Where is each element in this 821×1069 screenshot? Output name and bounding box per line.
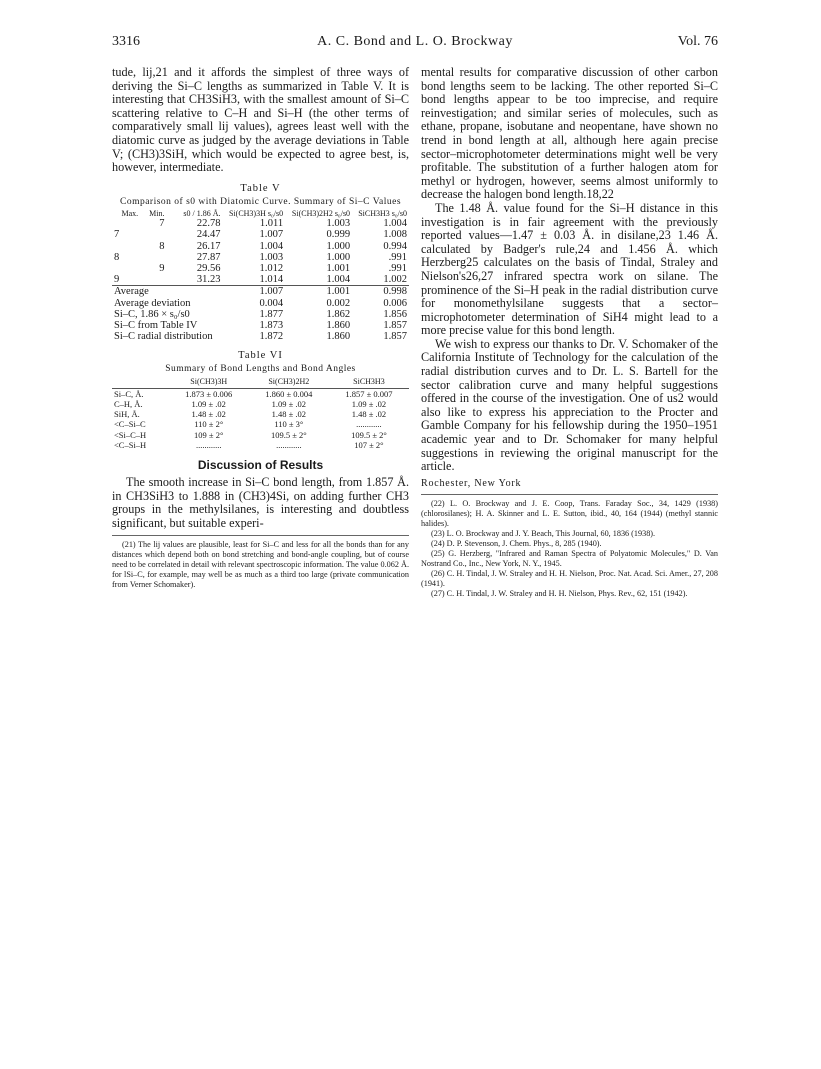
table-v-summary-label: Si–C, 1.86 × s₀/s0 — [114, 308, 190, 320]
table-vi-cell: 109.5 ± 2° — [351, 429, 387, 440]
footnote: (26) C. H. Tindal, J. W. Straley and H. H. Nielson, Proc. Nat. Acad. Sci. Amer., 27, 208 (1941). — [421, 568, 718, 588]
table-v-cell: 1.014 — [259, 274, 284, 286]
table-v-cell: 7 — [159, 218, 165, 230]
table-vi-header: Si(CH3)3H — [169, 377, 249, 388]
table-v-cell: 0.998 — [352, 286, 409, 298]
table-v-cell: 1.877 — [259, 308, 284, 320]
table-vi-cell: Si–C, Å. — [114, 388, 144, 399]
table-v-cell: 27.87 — [196, 251, 221, 263]
table-v-cell: 7 — [114, 229, 120, 241]
table-vi-cell: ............ — [276, 439, 302, 450]
table-v-cell: 1.011 — [259, 218, 284, 230]
table-v-cell: 0.994 — [383, 240, 407, 252]
table-v — [112, 210, 409, 343]
table-vi-cell: 1.09 ± .02 — [351, 398, 387, 409]
table-v-cell: 1.004 — [383, 218, 407, 230]
table-v-summary-label: Si–C radial distribution — [114, 331, 213, 343]
table-v-cell: 8 — [114, 251, 120, 263]
right-paragraph-2: The 1.48 Å. value found for the Si–H distance in this investigation is in fair agreement with the previously reported values—1.47 ± 0.03 Å. in disilane,23 1.46 Å. calculated by Badger's rule,24 and 1.456 Å. which Herzberg25 calculates on the basis of Tindal, Straley and Nielson's26,27 infrared spectra work on silane. The prominence of the Si–H peak in the radial distribution curve for monomethylsilane suggests that a sector–microphotometer determination of SiH4 might lead to a more precise value for this bond length. — [421, 200, 718, 338]
table-v-cell: 1.002 — [383, 274, 407, 286]
table-v-row — [112, 241, 409, 252]
left-column — [112, 66, 409, 590]
table-v-cell: 29.56 — [196, 263, 221, 275]
table-v-cell: 1.000 — [326, 240, 351, 252]
footnotes-right — [421, 499, 718, 599]
table-v-cell: 1.007 — [223, 286, 286, 298]
table-vi-cell: 110 ± 2° — [194, 419, 224, 430]
table-v-summary-row — [112, 298, 409, 309]
footnote: (27) C. H. Tindal, J. W. Straley and H. H. Nielson, Phys. Rev., 62, 151 (1942). — [431, 588, 688, 598]
table-v-cell: 1.004 — [326, 274, 351, 286]
table-v-summary-label: Average — [112, 286, 223, 298]
table-v-cell: 9 — [114, 274, 120, 286]
table-v-cell: 0.004 — [259, 297, 284, 309]
right-paragraph-1: mental results for comparative discussion of other carbon bond lengths seem to be lacking. The other reported Si–C bond lengths appear to be too imprecise, and require reinvestigation; and similar series of molecules, such as ethane, propane, isobutane and neopentane, have shown no trend in bond length at all, although here again precise sector–microphotometer determinations might well be very profitable. The substitution of a further halogen atom for methyl or hydrogen, however, seems almost uniformly to decrease the halogen bond length.18,22 — [421, 65, 718, 202]
footnote-21: (21) The lij values are plausible, least for Si–C and less for all the bonds than for any distances which depend both on bond stretching and bond-angle coupling, but of course need to be correlated in detail with relevant spectroscopic information. The value 0.062 Å. for lSi–C, for example, may well be as much as a third too large (private communication from Verner Schomaker). — [112, 540, 409, 590]
table-v-cell: 1.008 — [383, 229, 407, 241]
table-vi-cell: ............ — [356, 419, 382, 430]
table-vi-cell: <C–Si–C — [114, 419, 146, 430]
table-v-cell: 1.873 — [259, 320, 284, 332]
table-v-cell: 0.006 — [383, 297, 407, 309]
volume-label: Vol. 76 — [677, 34, 718, 49]
running-title: A. C. Bond and L. O. Brockway — [317, 34, 513, 49]
footnote: (23) L. O. Brockway and J. Y. Beach, This Journal, 60, 1836 (1938). — [431, 528, 656, 538]
table-v-cell: 1.012 — [259, 263, 284, 275]
table-v-cell — [112, 263, 140, 274]
table-vi-header: Si(CH3)2H2 — [249, 377, 329, 388]
table-v-cell: 1.856 — [383, 308, 407, 320]
table-v-row — [112, 218, 409, 229]
table-vi-cell: ............ — [195, 439, 222, 450]
table-vi-row — [112, 440, 409, 450]
table-v-subtitle: Comparison of s0 with Diatomic Curve. Summary of Si–C Values — [119, 196, 402, 207]
table-v-header: Si(CH3)2H2 s₀/s0 — [291, 208, 351, 218]
table-v-cell: 26.17 — [196, 240, 221, 252]
table-vi-row — [112, 388, 409, 399]
table-vi-header — [112, 377, 169, 388]
table-vi-subtitle: Summary of Bond Lengths and Bond Angles — [165, 364, 356, 375]
left-paragraph-1: tude, lij,21 and it affords the simplest of three ways of deriving the Si–C lengths as summarized in Table V. It is interesting that CH3SiH3, with the smallest amount of Si–C scattering relative to C–H and Si–H (the other terms of comparatively small lij values), agrees least well with the diatomic curve as judged by the average deviations in Table V; (CH3)3SiH, which would be expected to agree best, is, however, intermediate. — [112, 65, 409, 175]
table-v-cell: 8 — [159, 240, 165, 252]
table-vi-cell: C–H, Å. — [114, 398, 143, 409]
table-v-cell: 22.78 — [196, 218, 221, 230]
table-v-cell: .991 — [388, 263, 407, 275]
table-v-cell — [112, 218, 140, 229]
footnote: (22) L. O. Brockway and J. E. Coop, Trans. Faraday Soc., 34, 1429 (1938) (chlorosilanes); H. A. Skinner and L. E. Sutton, ibid., 40, 164 (1944) (methyl stannic halides). — [421, 498, 718, 528]
table-v-summary-label: Si–C from Table IV — [114, 320, 198, 332]
table-vi-cell: 1.857 ± 0.007 — [345, 388, 393, 399]
footnote-rule-right — [421, 494, 718, 495]
table-vi-cell: 1.48 ± .02 — [271, 409, 307, 420]
table-vi-cell: SiH, Å. — [114, 409, 140, 420]
table-v-cell — [140, 229, 166, 240]
table-v-cell: 1.860 — [326, 320, 351, 332]
right-column — [421, 66, 718, 599]
table-vi-header: SiCH3H3 — [329, 377, 409, 388]
table-v-cell: 1.857 — [383, 320, 407, 332]
table-v-header: SiCH3H3 s₀/s0 — [358, 208, 407, 218]
table-vi-cell: 109 ± 2° — [194, 429, 224, 440]
table-vi-cell: 1.09 ± .02 — [191, 398, 226, 409]
table-v-cell: 0.999 — [326, 229, 351, 241]
table-vi-cell: 107 ± 2° — [354, 439, 384, 450]
table-v-header: Si(CH3)3H s₀/s0 — [228, 208, 284, 218]
affiliation: Rochester, New York — [421, 477, 522, 489]
table-v-summary-row — [112, 286, 409, 298]
table-v-row — [112, 274, 409, 286]
table-v-cell: 1.004 — [259, 240, 284, 252]
table-v-summary-label: Average deviation — [114, 297, 191, 309]
table-v-cell: 31.23 — [196, 274, 221, 286]
table-v-cell: 1.003 — [326, 218, 351, 230]
running-header — [112, 34, 718, 54]
table-v-cell: 1.007 — [259, 229, 284, 241]
table-v-row — [112, 229, 409, 240]
section-title: Discussion of Results — [197, 457, 324, 472]
table-v-cell: 1.860 — [326, 331, 351, 343]
table-v-cell: 1.872 — [259, 331, 284, 343]
table-vi-row — [112, 430, 409, 440]
table-vi-cell: 1.09 ± .02 — [271, 398, 307, 409]
table-v-cell: 9 — [159, 263, 165, 275]
table-vi-cell: 1.48 ± .02 — [351, 409, 387, 420]
left-paragraph-2: The smooth increase in Si–C bond length, from 1.857 Å. in CH3SiH3 to 1.888 in (CH3)4Si, on adding further CH3 groups in the methylsilanes, is interesting and doubtless significant, but suitable experi- — [112, 474, 409, 530]
table-v-cell: 1.001 — [326, 263, 351, 275]
table-vi-row — [112, 419, 409, 429]
table-v-header: Max. — [121, 208, 139, 218]
table-v-summary-row — [112, 331, 409, 342]
table-v-cell — [140, 252, 166, 263]
table-v-summary-row — [112, 320, 409, 331]
table-v-cell: .991 — [388, 251, 407, 263]
table-vi-row — [112, 399, 409, 409]
table-vi-cell: <Si–C–H — [114, 429, 147, 440]
table-v-header: s0 / 1.86 Å. — [183, 208, 221, 218]
table-v-cell: 1.000 — [326, 251, 351, 263]
table-vi-caption: Table VI — [238, 350, 283, 362]
table-vi-cell: <C–Si–H — [114, 439, 147, 450]
table-vi-cell: 110 ± 3° — [274, 419, 304, 430]
table-v-cell: 0.002 — [326, 297, 351, 309]
page-number: 3316 — [112, 34, 140, 49]
table-v-row — [112, 252, 409, 263]
table-v-summary-row — [112, 309, 409, 320]
footnote: (24) D. P. Stevenson, J. Chem. Phys., 8, 285 (1940). — [431, 538, 602, 548]
table-v-cell: 1.862 — [326, 308, 351, 320]
table-vi-row — [112, 409, 409, 419]
footnote-rule — [112, 535, 409, 536]
table-v-header: Min. — [149, 208, 165, 218]
table-v-row — [112, 263, 409, 274]
footnote: (25) G. Herzberg, "Infrared and Raman Spectra of Polyatomic Molecules," D. Van Nostrand Co., Inc., New York, N. Y., 1945. — [421, 548, 718, 568]
table-v-caption: Table V — [240, 182, 281, 194]
table-vi-cell: 1.860 ± 0.004 — [265, 388, 313, 399]
table-v-cell: 1.857 — [383, 331, 407, 343]
table-vi-cell: 109.5 ± 2° — [270, 429, 307, 440]
right-paragraph-3: We wish to express our thanks to Dr. V. Schomaker of the California Institute of Technology for the calculation of the radial distribution curves and to Dr. L. S. Bartell for the sector calibration curve and many helpful suggestions offered in the course of the investigation. One of us2 would also like to express his appreciation to the Procter and Gamble Company for his fellowship during the 1950–1951 academic year and to Dr. Schomaker for many helpful suggestions in reviewing the original manuscript for the article. — [421, 336, 718, 474]
table-vi — [112, 377, 409, 449]
table-vi-cell: 1.873 ± 0.006 — [185, 388, 233, 399]
table-v-cell — [112, 241, 140, 252]
table-v-cell: 1.003 — [259, 251, 284, 263]
table-v-cell: 24.47 — [196, 229, 221, 241]
table-v-cell — [140, 274, 166, 286]
table-vi-cell: 1.48 ± .02 — [191, 409, 226, 420]
table-v-cell: 1.001 — [285, 286, 352, 298]
